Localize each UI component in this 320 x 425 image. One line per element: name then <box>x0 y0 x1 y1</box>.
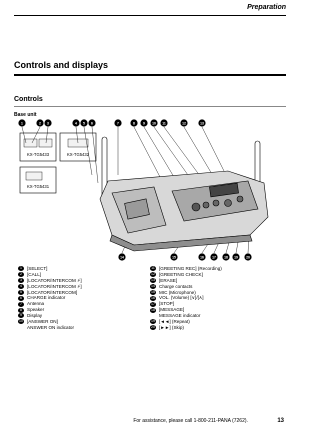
callout-number: 3 <box>18 278 24 283</box>
callout-number: 2 <box>18 272 24 277</box>
legend-item <box>18 284 148 290</box>
legend-label: Charge contacts <box>159 283 193 289</box>
figure-callout <box>198 119 205 126</box>
legend-label: CHARGE indicator <box>27 295 66 301</box>
legend-label: [LOCATOR/INTERCOM ⚡] <box>27 283 82 289</box>
svg-text:5: 5 <box>83 121 85 126</box>
legend-item <box>150 278 280 284</box>
figure-callout <box>244 253 251 260</box>
figure-callout <box>18 119 25 126</box>
figure-callout <box>210 253 217 260</box>
legend-item <box>150 266 280 272</box>
base-unit-figure <box>14 117 286 262</box>
legend-label: [ERASE] <box>159 277 178 283</box>
figure-callout <box>198 253 205 260</box>
legend-right <box>150 266 280 331</box>
figure-callout <box>72 119 79 126</box>
legend-label: VOL. (Volume) [∨]/[∧] <box>159 295 204 301</box>
figure-callout <box>232 253 239 260</box>
legend-label: [STOP] <box>159 301 174 307</box>
svg-text:10: 10 <box>152 121 156 126</box>
svg-text:18: 18 <box>224 255 228 260</box>
subtitle-rule <box>14 106 286 107</box>
legend-label: Speaker <box>27 307 45 313</box>
callout-number: 15 <box>151 289 155 294</box>
footer-text: For assistance, please call 1-800-211-PANA (7262). <box>133 418 248 424</box>
figure-callout <box>80 119 87 126</box>
section-subtitle: Controls <box>14 96 43 103</box>
svg-text:1: 1 <box>21 121 23 126</box>
model-label-5431: KX-TG5431 <box>26 184 50 189</box>
svg-text:20: 20 <box>246 255 250 260</box>
legend-item <box>150 307 280 318</box>
legend-item <box>150 325 280 331</box>
figure-callout <box>114 119 121 126</box>
legend-label: [SELECT] <box>27 266 48 271</box>
legend-item <box>18 272 148 278</box>
svg-text:3: 3 <box>47 121 49 126</box>
callout-number: 16 <box>151 295 155 300</box>
svg-text:11: 11 <box>162 121 166 126</box>
legend-item <box>18 301 148 307</box>
figure-callout <box>88 119 95 126</box>
legend-label: [LOCATOR/INTERCOM ⚡] <box>27 277 82 283</box>
model-label-5432: KX-TG5432 <box>66 152 90 157</box>
callout-number: 17 <box>151 301 155 306</box>
model-inset-5432 <box>60 133 96 161</box>
legend-label: Display <box>27 313 43 319</box>
svg-text:9: 9 <box>143 121 145 126</box>
callout-number: 10 <box>19 319 23 324</box>
legend-label: Antenna <box>27 301 45 307</box>
legend-item <box>18 290 148 296</box>
svg-text:6: 6 <box>91 121 93 126</box>
legend-label: [►►] (Skip) <box>159 324 184 330</box>
callout-number: 1 <box>18 266 24 271</box>
model-inset-5433 <box>20 133 56 161</box>
callout-number: 13 <box>151 278 155 283</box>
figure-callout <box>180 119 187 126</box>
callouts-top <box>18 119 205 126</box>
svg-text:8: 8 <box>133 121 135 126</box>
svg-text:15: 15 <box>172 255 176 260</box>
figure-callout <box>140 119 147 126</box>
figure-callout <box>150 119 157 126</box>
callout-number: 20 <box>151 324 155 329</box>
callout-number: 12 <box>151 272 155 277</box>
page-footer <box>0 418 284 424</box>
figure-callout <box>170 253 177 260</box>
page-title: Controls and displays <box>14 60 109 70</box>
callout-number: 8 <box>18 308 24 313</box>
svg-text:12: 12 <box>182 121 186 126</box>
legend-label: [GREETING CHECK] <box>159 271 203 277</box>
legend-item <box>18 295 148 301</box>
legend-label: [MESSAGE] MESSAGE indicator <box>159 307 201 318</box>
callout-number: 11 <box>151 266 155 271</box>
callout-number: 7 <box>18 302 24 307</box>
legend-label: [GREETING REC] (Recording) <box>159 266 222 271</box>
svg-text:17: 17 <box>212 255 216 260</box>
svg-text:7: 7 <box>117 121 119 126</box>
legend-left <box>18 266 148 331</box>
figure-callout <box>36 119 43 126</box>
legend-item <box>18 313 148 319</box>
callout-number: 5 <box>18 290 24 295</box>
figure-callout <box>118 253 125 260</box>
legend-item <box>150 272 280 278</box>
legend-label: MIC (Microphone) <box>159 289 196 295</box>
callout-number: 9 <box>18 313 24 318</box>
figure-callout <box>44 119 51 126</box>
svg-text:13: 13 <box>200 121 204 126</box>
svg-text:16: 16 <box>200 255 204 260</box>
legend-label: [ANSWER ON] ANSWER ON indicator <box>27 319 74 330</box>
figure-callout <box>160 119 167 126</box>
legend-item <box>150 295 280 301</box>
callout-number: 4 <box>18 284 24 289</box>
page-number: 13 <box>277 418 284 424</box>
figure-heading: Base unit <box>14 112 37 118</box>
callout-number: 18 <box>151 307 155 312</box>
legend-label: [CALL] <box>27 271 42 277</box>
legend-item <box>18 319 148 330</box>
callout-number: 6 <box>18 296 24 301</box>
legend-item <box>150 284 280 290</box>
callout-number: 19 <box>151 319 155 324</box>
figure-callout <box>130 119 137 126</box>
header-rule <box>14 15 286 16</box>
legend-item <box>150 290 280 296</box>
model-inset-5431 <box>20 167 56 193</box>
section-header: Preparation <box>247 4 286 11</box>
title-rule <box>14 74 286 76</box>
legend-item <box>150 319 280 325</box>
callouts-bottom <box>118 253 251 260</box>
model-label-5433: KX-TG5433 <box>26 152 50 157</box>
svg-text:19: 19 <box>234 255 238 260</box>
legend-item <box>18 266 148 272</box>
svg-text:14: 14 <box>120 255 124 260</box>
legend-item <box>150 301 280 307</box>
callout-number: 14 <box>151 283 155 288</box>
svg-text:4: 4 <box>75 121 77 126</box>
legend-item <box>18 307 148 313</box>
legend-item <box>18 278 148 284</box>
legend-label: [◄◄] (Repeat) <box>159 318 190 324</box>
figure-callout <box>222 253 229 260</box>
legend-label: [LOCATOR/INTERCOM] <box>27 289 78 295</box>
svg-text:2: 2 <box>39 121 41 126</box>
